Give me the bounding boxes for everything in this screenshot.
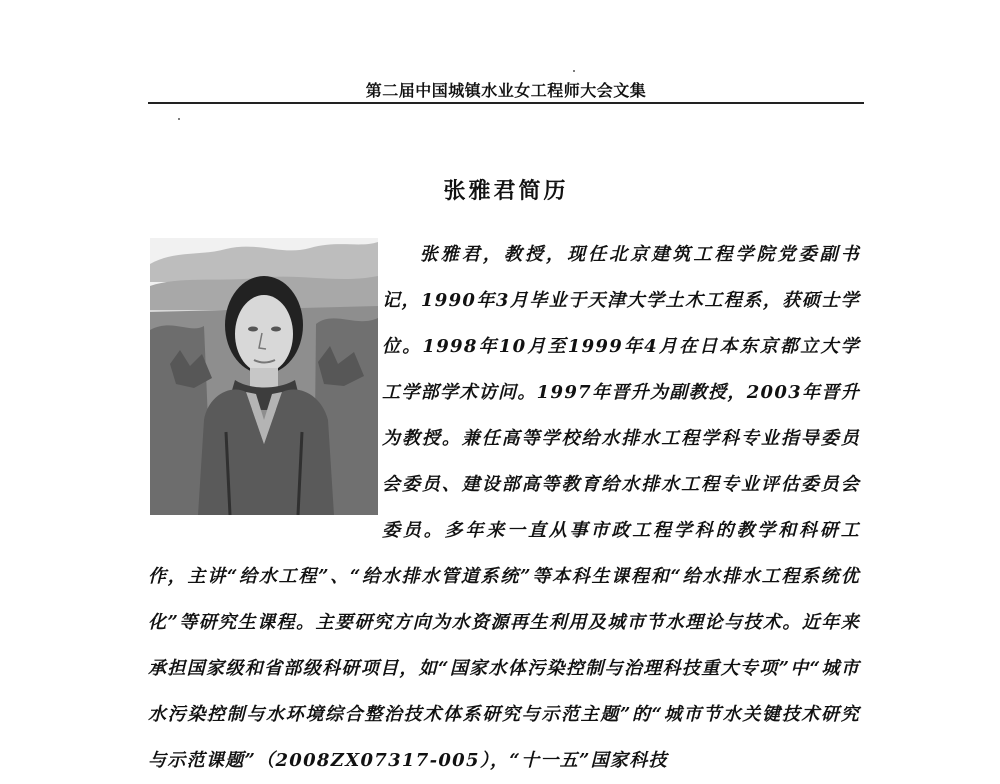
photo-space [148,232,382,524]
bio-content: 张雅君，教授，现任北京建筑工程学院党委副书记，1990年3月毕业于天津大学土木工程系，获硕士学位。1998年10月至1999年4月在日本东京都立大学工学部学术访问。1997年晋升为副教授，2003年晋升为教授。兼任高等学校给水排水工程学科专业指导委员会委员、建设部高等教育给水排水工程专业评估委员会委员。多年来一直从事市政工程学科的教学和科研工作，主讲“给水工程”、“给水排水管道系统”等本科生课程和“给水排水工程系统优化”等研究生课程。主要研究方向为水资源再生利用及城市节水理论与技术。近年来承担国家级和省部级科研项目，如“国家水体污染控制与治理科技重大专项”中“城市水污染控制与水环境综合整治技术体系研究与示范主题”的“城市节水关键技术研究与示范课题”（2008ZX07317-005），“十一五”国家科技 [148,244,860,771]
scan-speck [178,118,180,120]
running-header: 第二届中国城镇水业女工程师大会文集 [365,81,647,100]
page-title: 张雅君简历 [443,178,569,204]
header-rule [148,102,864,104]
bio-text [148,232,860,784]
scan-speck [573,70,575,72]
